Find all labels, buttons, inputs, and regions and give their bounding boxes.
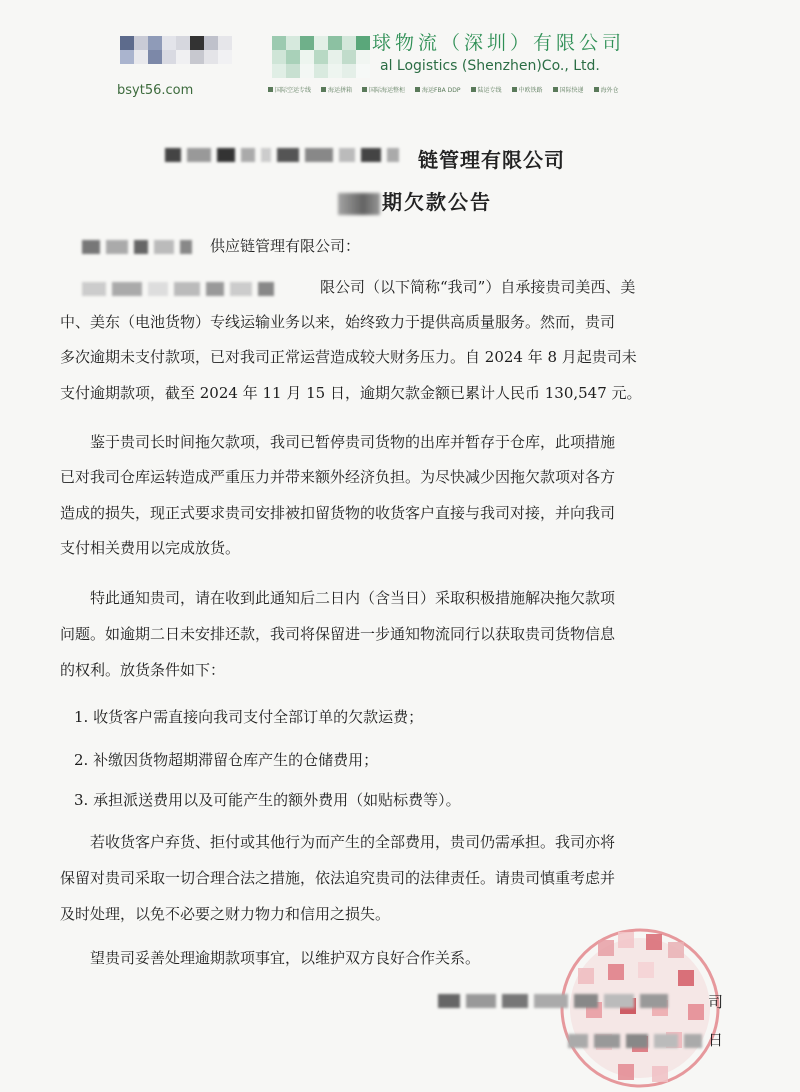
salutation-redacted-block [82,240,192,254]
service-item: 海运FBA DDP [415,85,460,94]
salutation: 供应链管理有限公司： [210,237,361,255]
paragraph3-line: 特此通知贵司，请在收到此通知后二日内（含当日）采取积极措施解决拖欠款项 [90,589,616,607]
paragraph4-line: 若收货客户弃货、拒付或其他行为而产生的全部费用，贵司仍需承担。我司亦将 [90,833,616,851]
paragraph2-line: 造成的损失，现正式要求贵司安排被扣留货物的收货客户直接与我司对接，并向我司 [60,504,616,522]
notice-title-text: 期欠款公告 [382,190,492,214]
signature-date: 日 [708,1031,724,1049]
paragraph1-redacted-block [82,282,274,296]
paragraph1-line: 支付逾期款项，截至 2024 年 11 月 15 日，逾期欠款金额已累计人民币 130,547 元。 [60,384,642,402]
title-redacted-block [165,148,399,162]
letterhead-company-cn: 球物流（深圳）有限公司 [372,32,626,54]
letterhead-company-en: al Logistics (Shenzhen)Co., Ltd. [380,58,600,74]
paragraph2-line: 支付相关费用以完成放货。 [60,539,241,557]
paragraph2-line: 鉴于贵司长时间拖欠款项，我司已暂停贵司货物的出库并暂存于仓库，此项措施 [90,433,616,451]
letterhead-logo-redacted [120,36,232,64]
paragraph4-line: 及时处理，以免不必要之财力物力和信用之损失。 [60,905,391,923]
paragraph2-line: 已对我司仓库运转造成严重压力并带来额外经济负担。为尽快减少因拖欠款项对各方 [60,468,616,486]
paragraph1-line: 多次逾期未支付款项，已对我司正常运营造成较大财务压力。自 2024 年 8 月起贵司未 [60,348,637,366]
service-item: 海运拼箱 [321,85,352,94]
paragraph1-line: 中、美东（电池货物）专线运输业务以来，始终致力于提供高质量服务。然而，贵司 [60,313,616,331]
notice-recipient-company: 链管理有限公司 [418,148,565,172]
condition-item: 3. 承担派送费用以及可能产生的额外费用（如贴标费等）。 [74,791,461,809]
service-item: 国际快递 [553,85,584,94]
paragraph3-line: 的权利。放货条件如下： [60,661,226,679]
title-smudge [338,193,380,215]
paragraph1-line: 限公司（以下简称“我司”）自承接贵司美西、美 [320,278,636,296]
service-item: 中欧铁路 [512,85,543,94]
condition-item: 2. 补缴因货物超期滞留仓库产生的仓储费用； [74,751,379,769]
paragraph3-line: 问题。如逾期二日未安排还款，我司将保留进一步通知物流同行以获取贵司货物信息 [60,625,616,643]
notice-title [338,186,492,215]
condition-item: 1. 收货客户需直接向我司支付全部订单的欠款运费； [74,708,424,726]
letterhead-name-redacted [272,36,370,78]
letterhead [0,0,800,110]
closing-line: 望贵司妥善处理逾期款项事宜，以维护双方良好合作关系。 [90,949,481,967]
letterhead-services [268,85,619,94]
date-redacted-block [568,1034,702,1048]
signature-company: 司 [708,993,724,1011]
paragraph4-line: 保留对贵司采取一切合理合法之措施，依法追究贵司的法律责任。请贵司慎重考虑并 [60,869,616,887]
service-item: 国际空运专线 [268,85,311,94]
service-item: 陆运专线 [471,85,502,94]
letterhead-website: bsyt56.com [117,83,194,98]
service-item: 国际海运整柜 [362,85,405,94]
service-item: 海外仓 [594,85,619,94]
signature-redacted-block [438,994,668,1008]
